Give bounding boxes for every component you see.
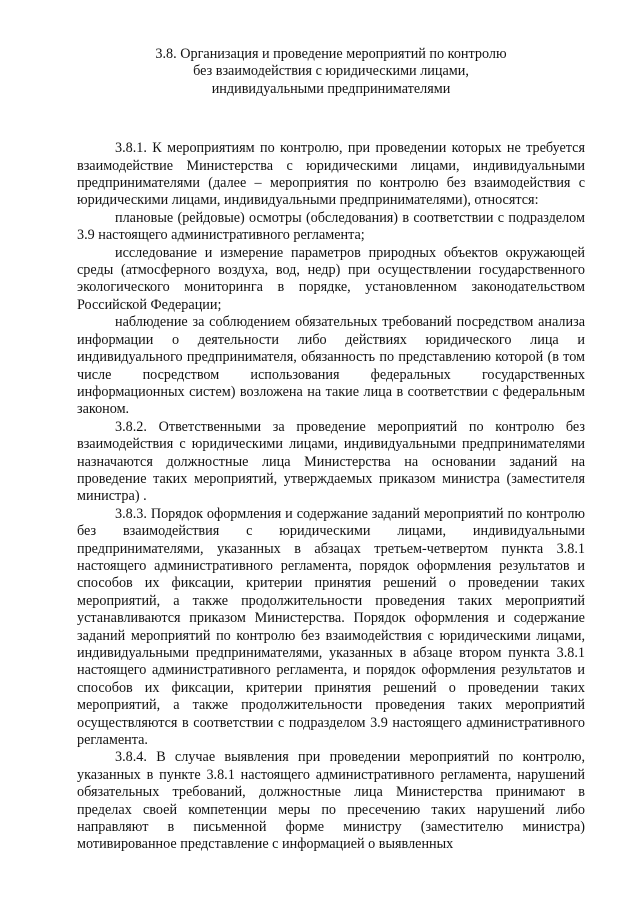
paragraph-list-item-inspections: плановые (рейдовые) осмотры (обследования) в соответствии с подразделом 3.9 настоящего административного регламента; <box>77 209 585 244</box>
document-page <box>77 46 585 854</box>
section-heading <box>77 46 585 98</box>
paragraph-3-8-2: 3.8.2. Ответственными за проведение мероприятий по контролю без взаимодействия с юридическими лицами, индивидуальными предпринимателями назначаются должностные лица Министерства на основании заданий на проведение таких мероприятий, утверждаемых приказом министра (заместителя министра) . <box>77 418 585 505</box>
paragraph-3-8-1: 3.8.1. К мероприятиям по контролю, при проведении которых не требуется взаимодействие Министерства с юридическими лицами, индивидуальными предпринимателями (далее – мероприятия по контролю без взаимодействия с юридическими лицами, индивидуальными предпринимателями), относятся: <box>77 140 585 209</box>
paragraph-3-8-3: 3.8.3. Порядок оформления и содержание заданий мероприятий по контролю без взаимодействия с юридическими лицами, индивидуальными предпринимателями, указанных в абзацах третьем-четвертом пункта 3.8.1 настоящего административного регламента, порядок оформления результатов и способов их фиксации, критерии принятия решений о проведении таких мероприятий, а также продолжительности проведения таких мероприятий устанавливаются приказом Министерства. Порядок оформления и содержание заданий мероприятий по контролю без взаимодействия с юридическими лицами, индивидуальными предпринимателями, указанных в абзаце втором пункта 3.8.1 настоящего административного регламента, и порядок оформления результатов и способов их фиксации, критерии принятия решений о проведении таких мероприятий, а также продолжительности проведения таких мероприятий осуществляются в соответствии с подразделом 3.9 настоящего административного регламента. <box>77 505 585 749</box>
paragraph-list-item-monitoring: исследование и измерение параметров природных объектов окружающей среды (атмосферного воздуха, вод, недр) при осуществлении государственного экологического мониторинга в порядке, установленном законодательством Российской Федерации; <box>77 244 585 313</box>
heading-line: 3.8. Организация и проведение мероприятий по контролю <box>155 46 507 62</box>
paragraph-3-8-4: 3.8.4. В случае выявления при проведении мероприятий по контролю, указанных в пункте 3.8.1 настоящего административного регламента, нарушений обязательных требований, должностные лица Министерства принимают в пределах своей компетенции меры по пресечению таких нарушений либо направляют в письменной форме министру (заместителю министра) мотивированное представление с информацией о выявленных <box>77 749 585 853</box>
paragraph-list-item-observation: наблюдение за соблюдением обязательных требований посредством анализа информации о деятельности либо действиях юридического лица и индивидуального предпринимателя, обязанность по представлению которой (в том числе посредством использования федеральных государственных информационных систем) возложена на такие лица в соответствии с федеральным законом. <box>77 314 585 418</box>
heading-line: индивидуальными предпринимателями <box>211 80 451 97</box>
heading-line: без взаимодействия с юридическими лицами, <box>193 63 469 80</box>
